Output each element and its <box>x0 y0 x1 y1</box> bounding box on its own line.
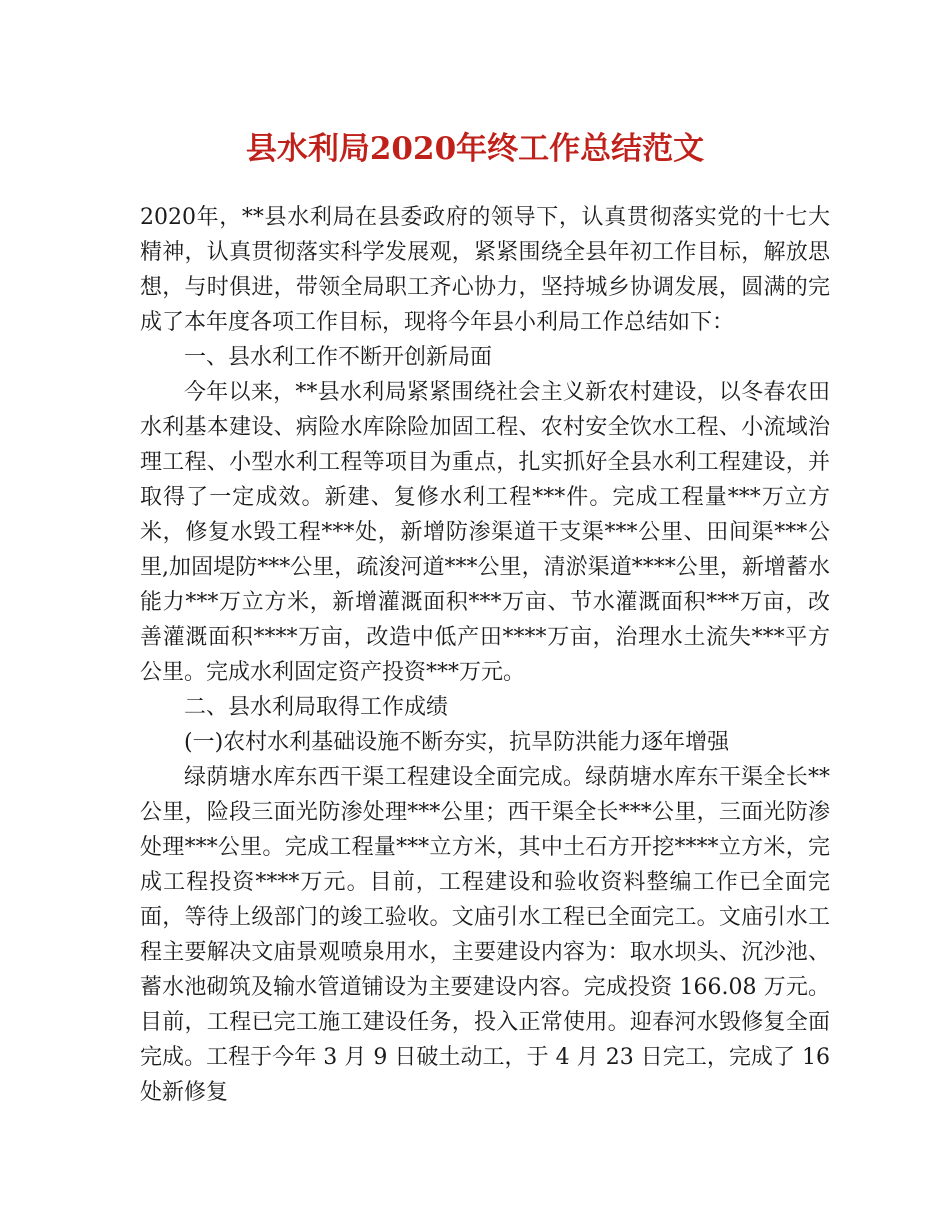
paragraph-subsection-1: 绿荫塘水库东西干渠工程建设全面完成。绿荫塘水库东干渠全长**公里，险段三面光防渗处理***公里；西干渠全长***公里，三面光防渗处理***公里。完成工程量***立方米，其中土石方开挖****立方米，完成工程投资****万元。目前，工程建设和验收资料整编工作已全面完面，等待上级部门的竣工验收。文庙引水工程已全面完工。文庙引水工程主要解决文庙景观喷泉用水，主要建设内容为：取水坝头、沉沙池、蓄水池砌筑及输水管道铺设为主要建设内容。完成投资 166.08 万元。目前，工程已完工施工建设任务，投入正常使用。迎春河水毁修复全面完成。工程于今年 3 月 9 日破土动工，于 4 月 23 日完工，完成了 16 处新修复 <box>140 765 830 1105</box>
section-heading-2: 二、县水利局取得工作成绩 <box>184 695 449 720</box>
section-heading-1: 一、县水利工作不断开创新局面 <box>184 345 493 370</box>
subsection-heading-1: (一)农村水利基础设施不断夯实，抗旱防洪能力逐年增强 <box>184 730 730 755</box>
document-body <box>140 200 830 1110</box>
paragraph-section-1: 今年以来，**县水利局紧紧围绕社会主义新农村建设，以冬春农田水利基本建设、病险水库除险加固工程、农村安全饮水工程、小流域治理工程、小型水利工程等项目为重点，扎实抓好全县水利工程建设，并取得了一定成效。新建、复修水利工程***件。完成工程量***万立方米，修复水毁工程***处，新增防渗渠道干支渠***公里、田间渠***公里,加固堤防***公里，疏浚河道***公里，清淤渠道****公里，新增蓄水能力***万立方米，新增灌溉面积***万亩、节水灌溉面积***万亩，改善灌溉面积****万亩，改造中低产田****万亩，治理水土流失***平方公里。完成水利固定资产投资***万元。 <box>140 380 830 685</box>
paragraph-intro: 2020年，**县水利局在县委政府的领导下，认真贯彻落实党的十七大精神，认真贯彻落实科学发展观，紧紧围绕全县年初工作目标，解放思想，与时俱进，带领全局职工齐心协力，坚持城乡协调发展，圆满的完成了本年度各项工作目标，现将今年县小利局工作总结如下： <box>140 205 830 335</box>
document-title: 县水利局2020年终工作总结范文 <box>245 131 705 167</box>
